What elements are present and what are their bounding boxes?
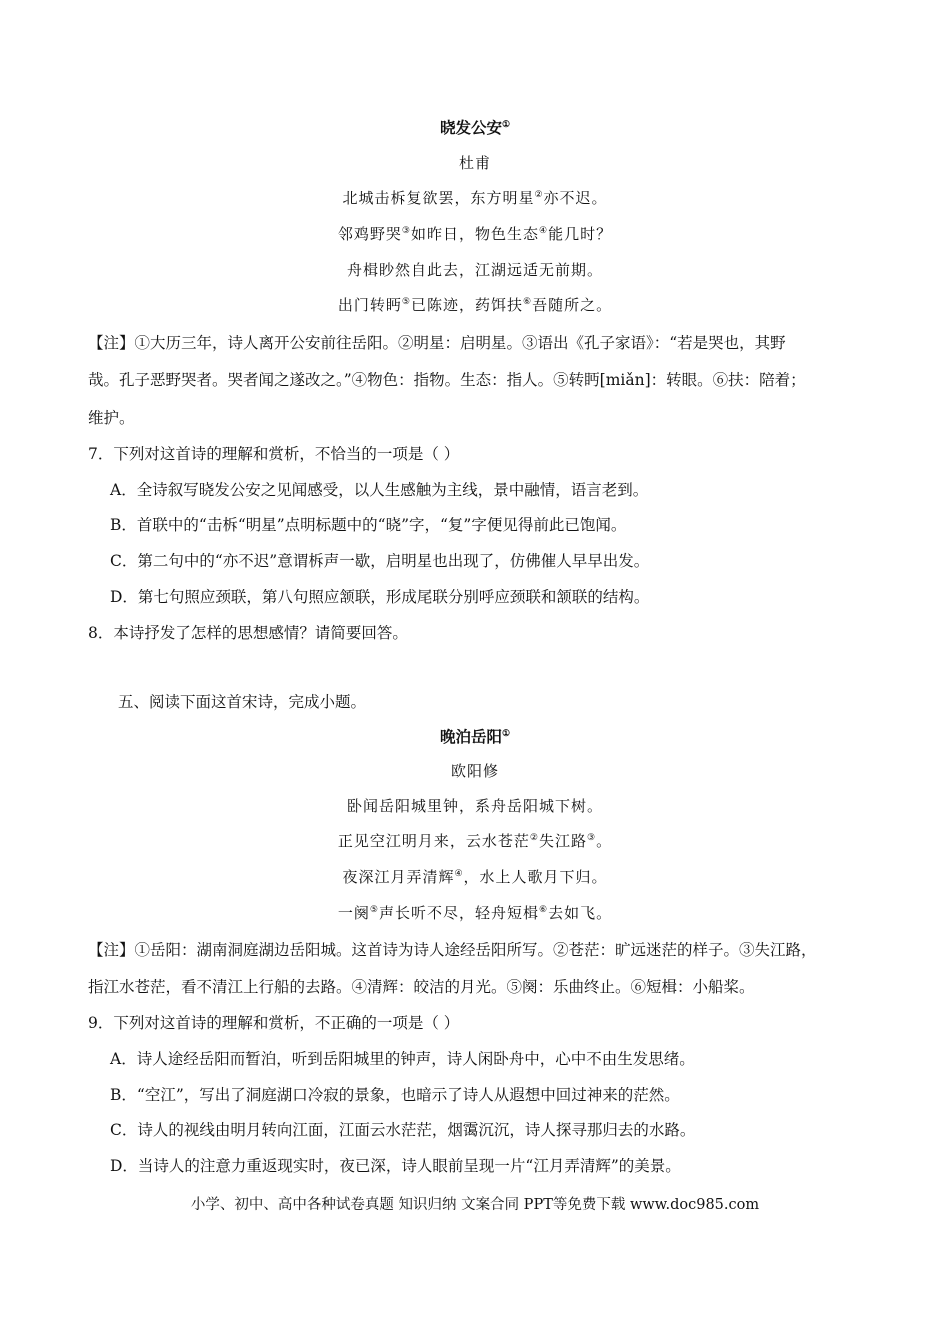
question-7-option-b: B．首联中的“击柝“明星”点明标题中的“晓”字，“复”字便见得前此已饱闻。 [110,516,627,534]
question-7-option-c: C．第二句中的“亦不迟”意谓柝声一歇，启明星也出现了，仿佛催人早早出发。 [110,552,650,570]
poem2-note-line-1: 【注】①岳阳：湖南洞庭湖边岳阳城。这首诗为诗人途经岳阳所写。②苍茫：旷远迷茫的样子。③失江路， [88,941,817,959]
poem1-note-line-3: 维护。 [88,409,135,427]
poem1-note-line-2: 哉。孔子恶野哭者。哭者闻之遂改之。”④物色：指物。生态：指人。⑤转眄[miǎn]：转眼。⑥扶：陪着； [88,371,806,389]
question-9-option-d: D．当诗人的注意力重返现实时，夜已深，诗人眼前呈现一片“江月弄清辉”的美景。 [110,1157,681,1175]
question-9-option-b: B．“空江”，写出了洞庭湖口冷寂的景象，也暗示了诗人从遐想中回过神来的茫然。 [110,1086,680,1104]
question-9-stem: 9．下列对这首诗的理解和赏析，不正确的一项是（ ） [88,1014,460,1032]
poem1-author: 杜甫 [458,154,491,172]
question-7-option-d: D．第七句照应颈联，第八句照应颔联，形成尾联分别呼应颈联和颔联的结构。 [110,588,650,606]
question-8-stem: 8．本诗抒发了怎样的思想感情？请简要回答。 [88,624,408,642]
poem1-line-1: 北城击柝复欲罢，东方明星②亦不迟。 [342,189,608,207]
poem1-note-line-1: 【注】①大历三年，诗人离开公安前往岳阳。②明星：启明星。③语出《孔子家语》：“若是哭也，其野 [88,334,786,352]
page-footer: 小学、初中、高中各种试卷真题 知识归纳 文案合同 PPT等免费下载 www.doc985.com [190,1197,760,1213]
question-9-option-a: A．诗人途经岳阳而暂泊，听到岳阳城里的钟声，诗人闲卧舟中，心中不由生发思绪。 [110,1050,695,1068]
poem2-line-1: 卧闻岳阳城里钟，系舟岳阳城下树。 [346,797,603,815]
section-5-heading: 五、阅读下面这首宋诗，完成小题。 [118,693,367,711]
poem1-line-4: 出门转眄⑤已陈迹，药饵扶⑥吾随所之。 [337,296,613,314]
poem1-title: 晓发公安① [439,118,511,137]
question-7-stem: 7．下列对这首诗的理解和赏析，不恰当的一项是（ ） [88,445,460,463]
question-9-option-c: C．诗人的视线由明月转向江面，江面云水茫茫，烟霭沉沉，诗人探寻那归去的水路。 [110,1121,696,1139]
poem1-line-2: 邻鸡野哭③如昨日，物色生态④能几时？ [337,225,613,243]
poem1-line-3: 舟楫眇然自此去，江湖远适无前期。 [346,261,603,279]
poem2-line-3: 夜深江月弄清辉④，水上人歌月下归。 [342,868,608,886]
poem2-line-2: 正见空江明月来，云水苍茫②失江路③。 [337,832,613,850]
poem2-title: 晚泊岳阳① [439,727,511,746]
poem2-author: 欧阳修 [450,762,499,780]
question-7-option-a: A．全诗叙写晓发公安之见闻感受，以人生感触为主线，景中融情，语言老到。 [110,481,649,499]
poem2-note-line-2: 指江水苍茫，看不清江上行船的去路。④清辉：皎洁的月光。⑤阕：乐曲终止。⑥短楫：小船桨。 [88,978,755,996]
poem2-line-4: 一阕⑤声长听不尽，轻舟短楫⑥去如飞。 [337,904,613,922]
